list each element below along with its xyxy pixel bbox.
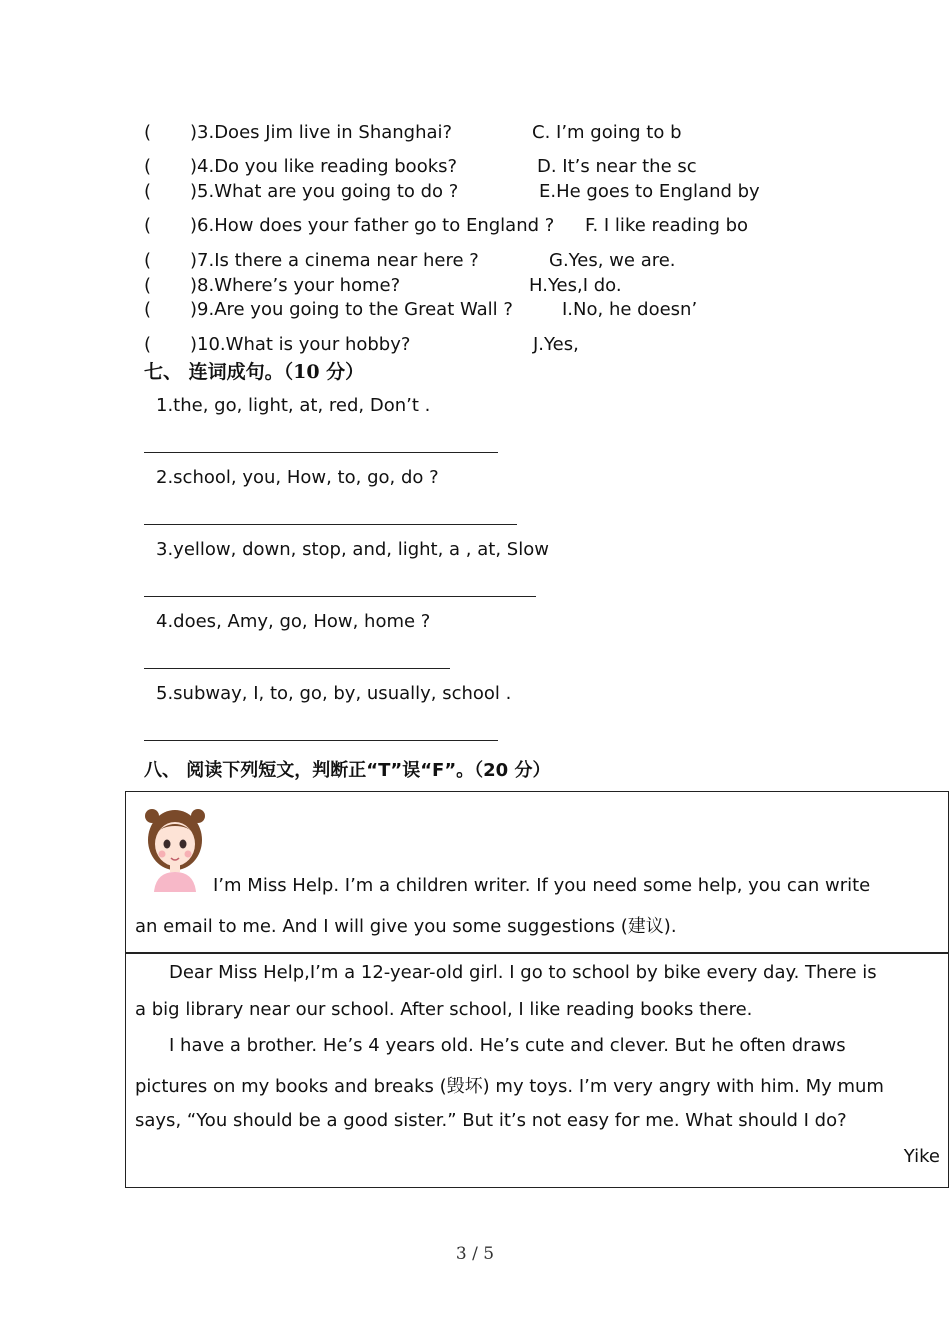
question-5: )5.What are you going to do ? bbox=[190, 181, 459, 202]
question-4: )4.Do you like reading books? bbox=[190, 156, 458, 177]
answer-line-2[interactable] bbox=[144, 524, 517, 525]
sentence-item-2: 2.school, you, How, to, go, do ? bbox=[156, 467, 439, 488]
answer-blank[interactable]: ( bbox=[144, 334, 152, 355]
sentence-item-5: 5.subway, I, to, go, by, usually, school . bbox=[156, 683, 512, 704]
answer-line-5[interactable] bbox=[144, 740, 498, 741]
question-7: )7.Is there a cinema near here ? bbox=[190, 250, 479, 271]
sentence-item-1: 1.the, go, light, at, red, Don’t . bbox=[156, 395, 431, 416]
sentence-item-3: 3.yellow, down, stop, and, light, a , at, Slow bbox=[156, 539, 549, 560]
letter-line-1: Dear Miss Help,I’m a 12-year-old girl. I go to school by bike every day. There is bbox=[169, 962, 877, 983]
answer-e: E.He goes to England by bbox=[539, 181, 760, 202]
letter-signature: Yike bbox=[903, 1146, 940, 1167]
answer-d: D. It’s near the sc bbox=[537, 156, 697, 177]
answer-i: I.No, he doesn’ bbox=[562, 299, 698, 320]
answer-line-3[interactable] bbox=[144, 596, 536, 597]
question-6: )6.How does your father go to England ? bbox=[190, 215, 555, 236]
question-10: )10.What is your hobby? bbox=[190, 334, 411, 355]
letter-line-3: I have a brother. He’s 4 years old. He’s cute and clever. But he often draws bbox=[169, 1035, 846, 1056]
answer-blank[interactable]: ( bbox=[144, 275, 152, 296]
answer-line-1[interactable] bbox=[144, 452, 498, 453]
answer-g: G.Yes, we are. bbox=[549, 250, 676, 271]
answer-blank[interactable]: ( bbox=[144, 299, 152, 320]
letter-line-2: a big library near our school. After school, I like reading books there. bbox=[135, 999, 753, 1020]
answer-j: J.Yes, bbox=[533, 334, 579, 355]
answer-blank[interactable]: ( bbox=[144, 181, 152, 202]
letter-box bbox=[125, 952, 949, 1188]
intro-text-line-1: I’m Miss Help. I’m a children writer. If you need some help, you can write bbox=[213, 875, 871, 896]
answer-h: H.Yes,I do. bbox=[529, 275, 622, 296]
letter-line-5: says, “You should be a good sister.” But it’s not easy for me. What should I do? bbox=[135, 1110, 847, 1131]
sentence-item-4: 4.does, Amy, go, How, home ? bbox=[156, 611, 431, 632]
question-3: )3.Does Jim live in Shanghai? bbox=[190, 122, 453, 143]
question-8: )8.Where’s your home? bbox=[190, 275, 401, 296]
answer-blank[interactable]: ( bbox=[144, 215, 152, 236]
answer-c: C. I’m going to b bbox=[532, 122, 682, 143]
answer-blank[interactable]: ( bbox=[144, 122, 152, 143]
section-8-heading: 八、 阅读下列短文，判断正“T”误“F”。（20 分） bbox=[144, 760, 551, 781]
answer-line-4[interactable] bbox=[144, 668, 450, 669]
intro-box bbox=[125, 791, 949, 954]
answer-f: F. I like reading bo bbox=[585, 215, 749, 236]
page-number: 3 / 5 bbox=[455, 1244, 495, 1264]
intro-text-line-2: an email to me. And I will give you some suggestions (建议). bbox=[135, 916, 677, 937]
answer-blank[interactable]: ( bbox=[144, 156, 152, 177]
answer-blank[interactable]: ( bbox=[144, 250, 152, 271]
question-9: )9.Are you going to the Great Wall ? bbox=[190, 299, 513, 320]
section-7-heading: 七、 连词成句。（10 分） bbox=[144, 361, 365, 383]
girl-avatar-icon bbox=[140, 800, 210, 892]
letter-line-4: pictures on my books and breaks (毁坏) my toys. I’m very angry with him. My mum bbox=[135, 1076, 884, 1097]
